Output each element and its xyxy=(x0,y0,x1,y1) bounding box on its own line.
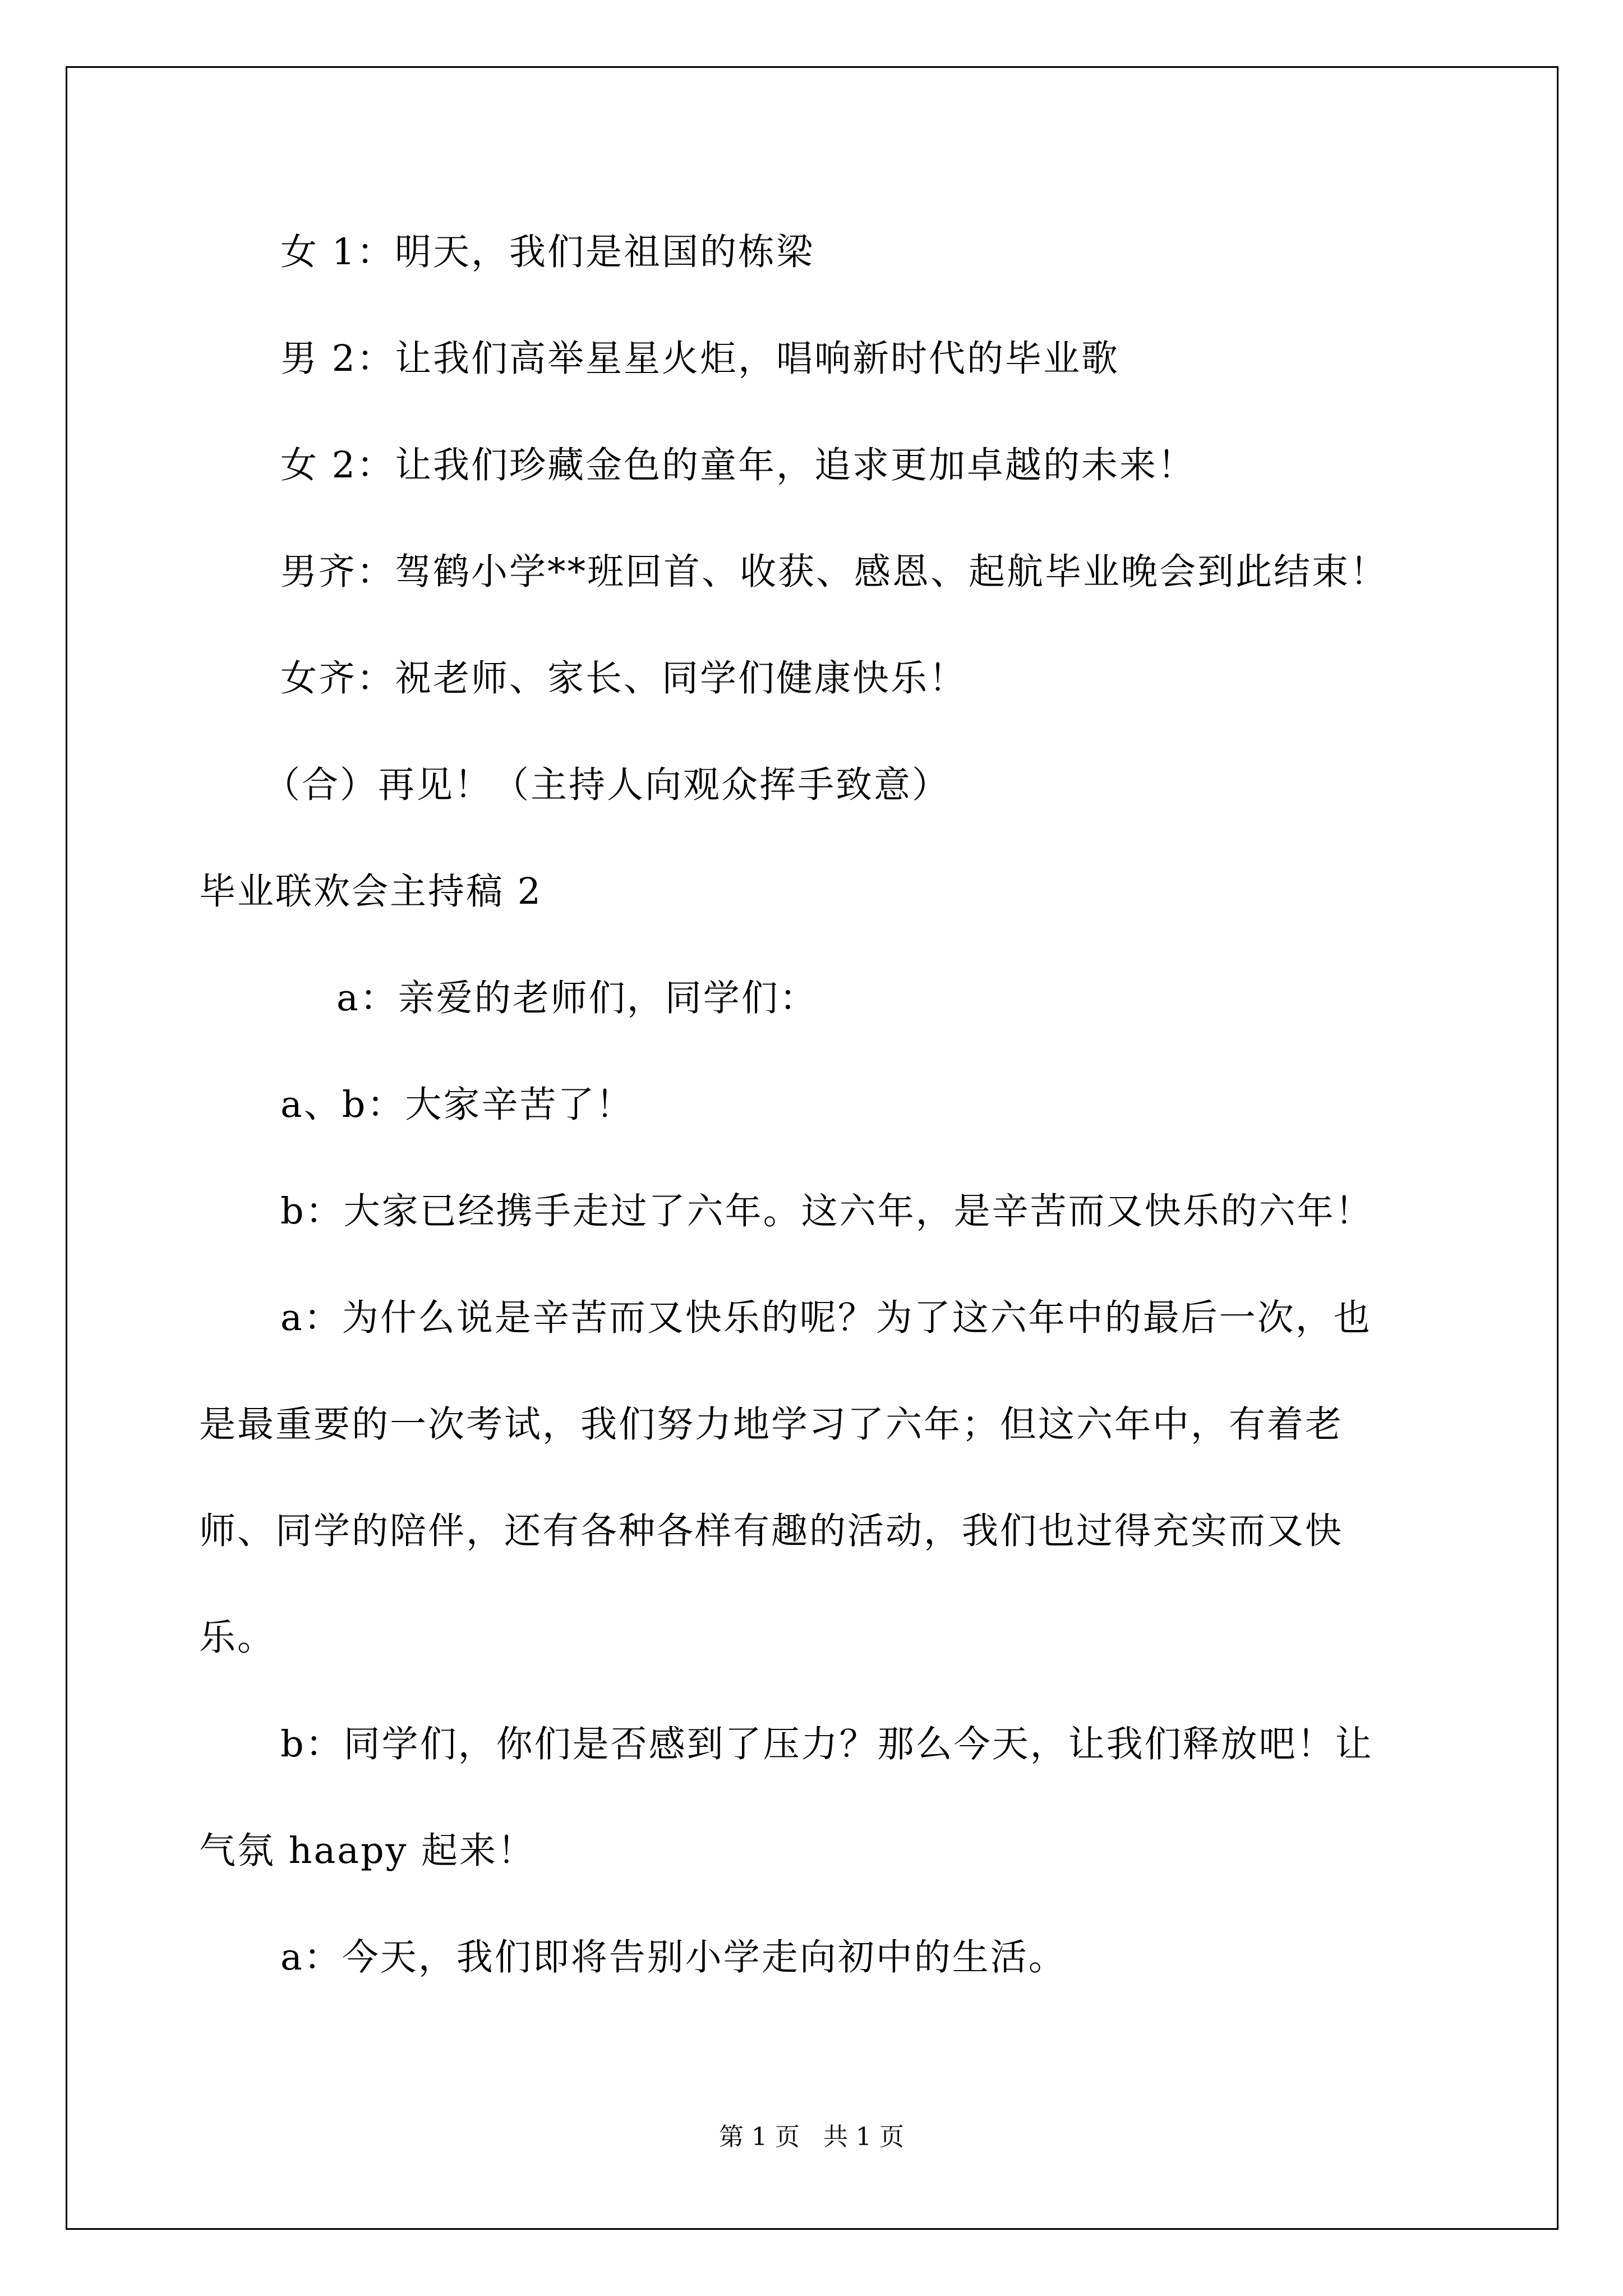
dialogue-line-a-2: a：为什么说是辛苦而又快乐的呢？为了这六年中的最后一次，也 xyxy=(280,1297,1372,1339)
dialogue-line-male-all: 男齐：驾鹤小学**班回首、收获、感恩、起航毕业晚会到此结束！ xyxy=(280,551,1389,593)
section-heading: 毕业联欢会主持稿 2 xyxy=(199,871,543,913)
dialogue-line-b-2: b：同学们，你们是否感到了压力？那么今天，让我们释放吧！让 xyxy=(280,1723,1373,1765)
dialogue-line-b-2-cont: 气氛 haapy 起来！ xyxy=(199,1830,536,1872)
page-frame xyxy=(66,66,1559,2230)
dialogue-line-male-2: 男 2：让我们高举星星火炬，唱响新时代的毕业歌 xyxy=(280,338,1120,380)
dialogue-line-ab: a、b：大家辛苦了！ xyxy=(280,1084,634,1126)
dialogue-line-a-2-cont-2: 师、同学的陪伴，还有各种各样有趣的活动，我们也过得充实而又快 xyxy=(199,1510,1344,1552)
dialogue-line-together: （合）再见！（主持人向观众挥手致意） xyxy=(264,764,951,806)
dialogue-line-female-1: 女 1：明天，我们是祖国的栋梁 xyxy=(280,231,815,273)
dialogue-line-b-1: b：大家已经携手走过了六年。这六年，是辛苦而又快乐的六年！ xyxy=(280,1190,1373,1232)
page-footer: 第 1 页 共 1 页 xyxy=(719,2123,904,2151)
dialogue-line-female-all: 女齐：祝老师、家长、同学们健康快乐！ xyxy=(280,657,967,700)
dialogue-line-female-2: 女 2：让我们珍藏金色的童年，追求更加卓越的未来！ xyxy=(280,444,1196,486)
dialogue-line-a-1: a：亲爱的老师们，同学们： xyxy=(336,977,818,1019)
dialogue-line-a-3: a：今天，我们即将告别小学走向初中的生活。 xyxy=(280,1936,1067,1978)
dialogue-line-a-2-cont-1: 是最重要的一次考试，我们努力地学习了六年；但这六年中，有着老 xyxy=(199,1404,1344,1446)
dialogue-line-a-2-cont-3: 乐。 xyxy=(199,1617,276,1659)
